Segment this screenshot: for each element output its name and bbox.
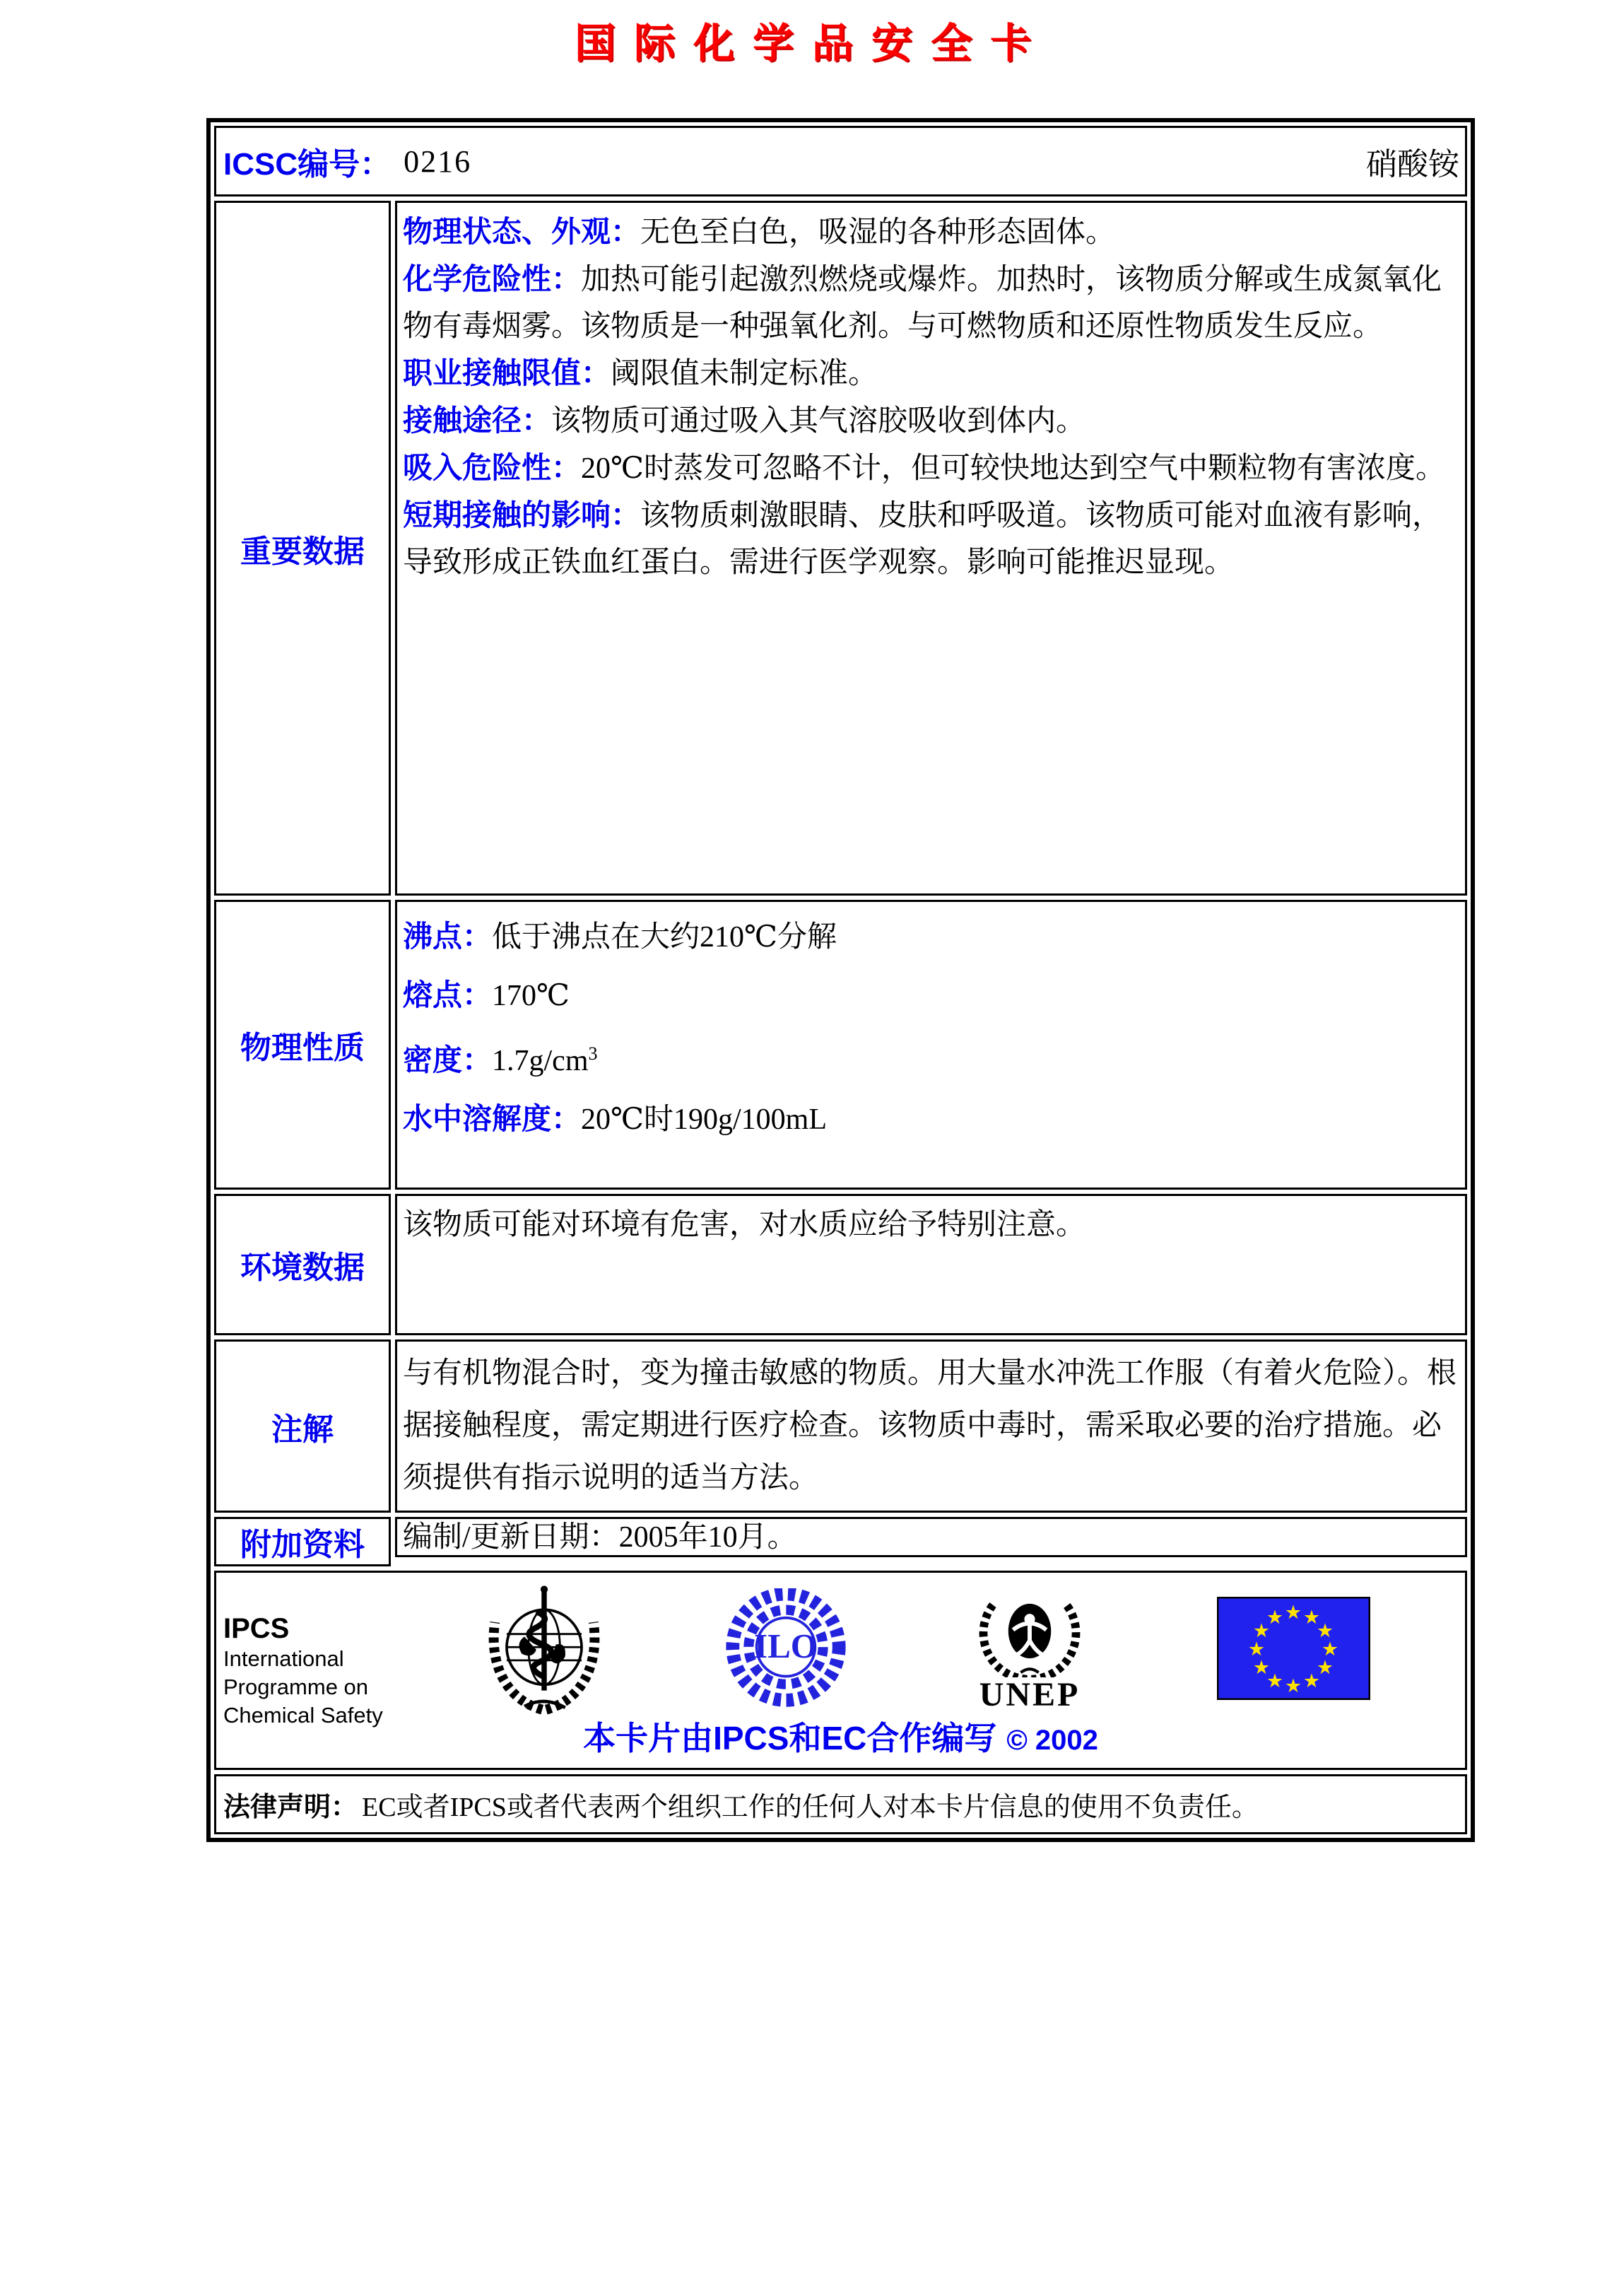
unep-emblem-icon <box>970 1588 1090 1677</box>
svg-text:★: ★ <box>1247 1638 1266 1660</box>
svg-text:★: ★ <box>1321 1638 1339 1660</box>
notes-content <box>395 1339 1467 1513</box>
svg-text:★: ★ <box>1284 1602 1302 1624</box>
physical-property-item <box>403 908 1458 966</box>
field-text: 阈限值未制定标准。 <box>611 358 878 390</box>
physical-properties-content <box>395 900 1467 1190</box>
section-label-important-data: 重要数据 <box>214 201 391 896</box>
important-data-item <box>403 492 1458 586</box>
field-text: 无色至白色，吸湿的各种形态固体。 <box>640 216 1116 249</box>
ilo-emblem-icon <box>719 1588 852 1708</box>
ipcs-subtitle-line: Chemical Safety <box>223 1703 383 1728</box>
field-label: 职业接触限值： <box>403 356 611 389</box>
section-label-notes: 注解 <box>214 1339 391 1513</box>
field-label: 密度： <box>403 1043 493 1077</box>
ipcs-subtitle-line: International <box>223 1646 344 1671</box>
field-text: 该物质可通过吸入其气溶胶吸收到体内。 <box>551 405 1086 438</box>
important-data-content <box>395 201 1467 896</box>
svg-text:★: ★ <box>1316 1620 1334 1642</box>
important-data-item <box>403 397 1458 445</box>
additional-info-text: 编制/更新日期：2005年10月。 <box>403 1520 797 1554</box>
icsc-number-label: ICSC编号： <box>223 147 392 182</box>
field-label: 接触途径： <box>403 404 552 437</box>
section-label-environmental-data: 环境数据 <box>214 1194 391 1335</box>
icsc-document-page <box>0 10 1624 2269</box>
page-title: 国际化学品安全卡 <box>574 20 1049 66</box>
unep-wordmark: UNEP <box>979 1676 1081 1713</box>
copyright-text: © 2002 <box>1006 1725 1098 1756</box>
svg-text:★: ★ <box>1302 1607 1321 1629</box>
ilo-letters: ILO <box>754 1626 818 1666</box>
eu-flag-icon <box>1217 1597 1370 1700</box>
section-label-additional-info: 附加资料 <box>214 1517 391 1566</box>
unep-logo-block <box>955 1588 1104 1712</box>
svg-text:★: ★ <box>1252 1657 1271 1679</box>
field-label: 短期接触的影响： <box>403 498 641 532</box>
field-text: 20℃时蒸发可忽略不计，但可较快地达到空气中颗粒物有害浓度。 <box>581 452 1446 485</box>
physical-properties-row <box>214 900 1467 1190</box>
field-text: 该物质刺激眼睛、皮肤和呼吸道。该物质可能对血液有影响，导致形成正铁血红蛋白。需进行医学观察。影响可能推迟显现。 <box>403 500 1442 579</box>
legal-notice-row <box>214 1774 1467 1834</box>
svg-text:★: ★ <box>1252 1620 1271 1642</box>
additional-info-content <box>395 1517 1467 1557</box>
important-data-item <box>403 350 1458 397</box>
important-data-item <box>403 256 1458 350</box>
additional-info-row <box>214 1517 1467 1566</box>
environmental-data-row <box>214 1194 1467 1335</box>
field-label: 沸点： <box>403 920 493 953</box>
field-text: 加热可能引起激烈燃烧或爆炸。加热时，该物质分解或生成氮氧化物有毒烟雾。该物质是一种强氧化剂。与可燃物质和还原性物质发生反应。 <box>403 264 1442 343</box>
svg-text:★: ★ <box>1284 1675 1302 1697</box>
header-row <box>214 126 1467 197</box>
legal-notice-text: EC或者IPCS或者代表两个组织工作的任何人对本卡片信息的使用不负责任。 <box>362 1793 1259 1822</box>
field-label: 物理状态、外观： <box>403 215 641 248</box>
field-label: 吸入危险性： <box>403 451 582 484</box>
physical-property-item <box>403 1025 1458 1090</box>
icsc-card-table <box>206 118 1475 1842</box>
chemical-name: 硝酸铵 <box>1366 147 1459 182</box>
notes-row <box>214 1339 1467 1513</box>
cooperation-caption-text: 本卡片由IPCS和EC合作编写 <box>583 1720 997 1757</box>
physical-property-item <box>403 1090 1458 1149</box>
important-data-item <box>403 445 1458 492</box>
field-label: 化学危险性： <box>403 262 582 295</box>
field-value: 20℃时190g/100mL <box>581 1103 827 1136</box>
cooperation-caption <box>216 1713 1465 1759</box>
svg-text:★: ★ <box>1302 1670 1321 1692</box>
environmental-data-text: 该物质可能对环境有危害，对水质应给予特别注意。 <box>403 1209 1086 1241</box>
organizations-logo-row <box>214 1571 1467 1770</box>
field-label: 熔点： <box>403 978 493 1012</box>
density-superscript: 3 <box>588 1043 598 1064</box>
svg-text:★: ★ <box>1266 1670 1284 1692</box>
svg-text:★: ★ <box>1266 1607 1284 1629</box>
who-emblem-icon <box>478 1584 611 1716</box>
physical-property-item <box>403 966 1458 1025</box>
notes-text: 与有机物混合时，变为撞击敏感的物质。用大量水冲洗工作服（有着火危险）。根据接触程度，需定期进行医疗检查。该物质中毒时，需采取必要的治疗措施。必须提供有指示说明的适当方法。 <box>403 1357 1457 1494</box>
important-data-row <box>214 201 1467 896</box>
field-value: 170℃ <box>492 980 570 1012</box>
field-label: 水中溶解度： <box>403 1102 582 1135</box>
important-data-item <box>403 209 1458 256</box>
field-value: 1.7g/cm <box>492 1045 589 1077</box>
ipcs-subtitle-line: Programme on <box>223 1675 369 1699</box>
svg-text:★: ★ <box>1316 1657 1334 1679</box>
legal-notice-label: 法律声明： <box>223 1793 358 1822</box>
field-value: 低于沸点在大约210℃分解 <box>492 921 837 954</box>
ipcs-title: IPCS <box>223 1613 290 1644</box>
section-label-physical-properties: 物理性质 <box>214 900 391 1190</box>
icsc-number-value: 0216 <box>404 143 472 179</box>
environmental-data-content <box>395 1194 1467 1335</box>
